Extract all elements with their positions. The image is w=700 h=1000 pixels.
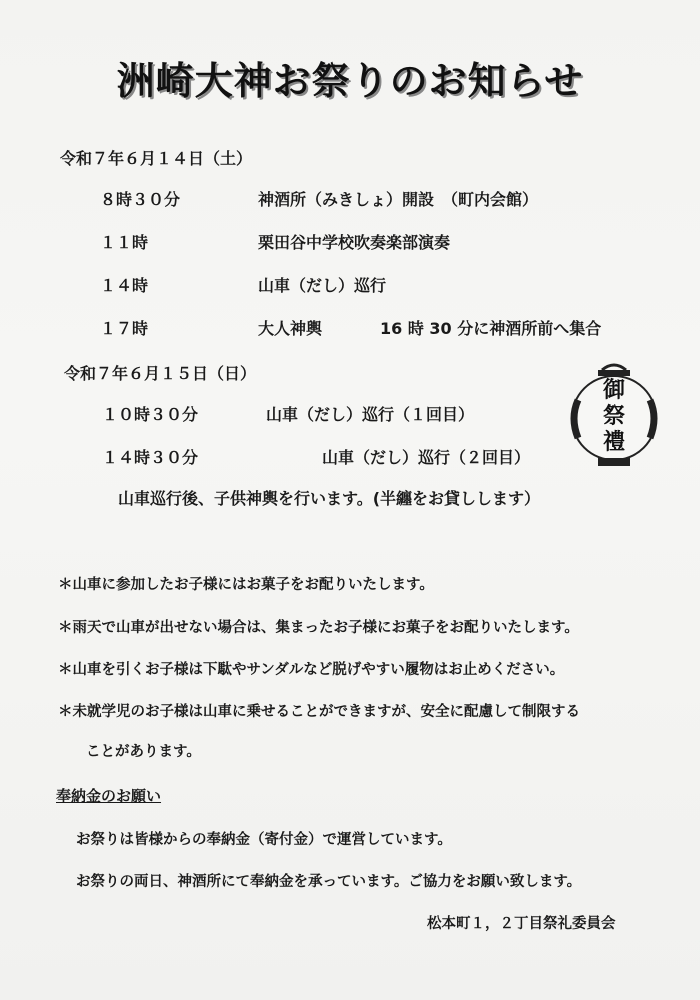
page-title: 洲崎大神お祭りのお知らせ [116, 59, 584, 103]
day2-event-desc: 山車（だし）巡行（１回目） [266, 405, 475, 424]
day2-after-text: 山車巡行後、子供神輿を行います。(半纏をお貸しします） [118, 489, 541, 508]
donation-title: 奉納金のお願い [56, 787, 162, 805]
day1-event-time: １４時 [100, 276, 149, 295]
donation-line: お祭りの両日、神酒所にて奉納金を承っています。ご協力をお願い致します。 [76, 874, 582, 890]
day2-event-time: １０時３０分 [102, 405, 199, 424]
day2-event-time: １４時３０分 [102, 448, 199, 467]
lantern-icon [568, 360, 660, 472]
lantern-char: 御 [602, 377, 625, 403]
day1-event-desc: 神酒所（みきしょ）開設 （町内会館） [258, 190, 539, 209]
note-item: ＊雨天で山車が出せない場合は、集まったお子様にお菓子をお配りいたします。 [58, 620, 579, 636]
note-item: ＊山車に参加したお子様にはお菓子をお配りいたします。 [58, 577, 434, 593]
day1-event-time: １１時 [100, 233, 149, 252]
day1-date: 令和７年６月１４日（土） [60, 149, 253, 168]
organizer-signature: 松本町１，２丁目祭礼委員会 [427, 916, 616, 932]
note-item: ＊山車を引くお子様は下駄やサンダルなど脱げやすい履物はお止めください。 [58, 662, 565, 678]
day1-event-time: ８時３０分 [100, 190, 181, 209]
day1-event-note: 16 時 30 分に神酒所前へ集合 [380, 319, 602, 338]
lantern-char: 祭 [602, 403, 625, 429]
donation-line: お祭りは皆様からの奉納金（寄付金）で運営しています。 [76, 832, 452, 848]
day1-event-desc: 大人神輿 [258, 319, 323, 338]
day1-event-time: １７時 [100, 319, 149, 338]
day1-event-desc: 栗田谷中学校吹奏楽部演奏 [258, 233, 451, 252]
note-item-continued: ことがあります。 [86, 744, 201, 760]
day2-date: 令和７年６月１５日（日） [64, 364, 257, 383]
note-item: ＊未就学児のお子様は山車に乗せることができますが、安全に配慮して制限する [58, 704, 580, 720]
lantern-char: 禮 [602, 429, 625, 455]
day1-event-desc: 山車（だし）巡行 [258, 276, 387, 295]
day2-event-desc: 山車（だし）巡行（２回目） [322, 448, 531, 467]
